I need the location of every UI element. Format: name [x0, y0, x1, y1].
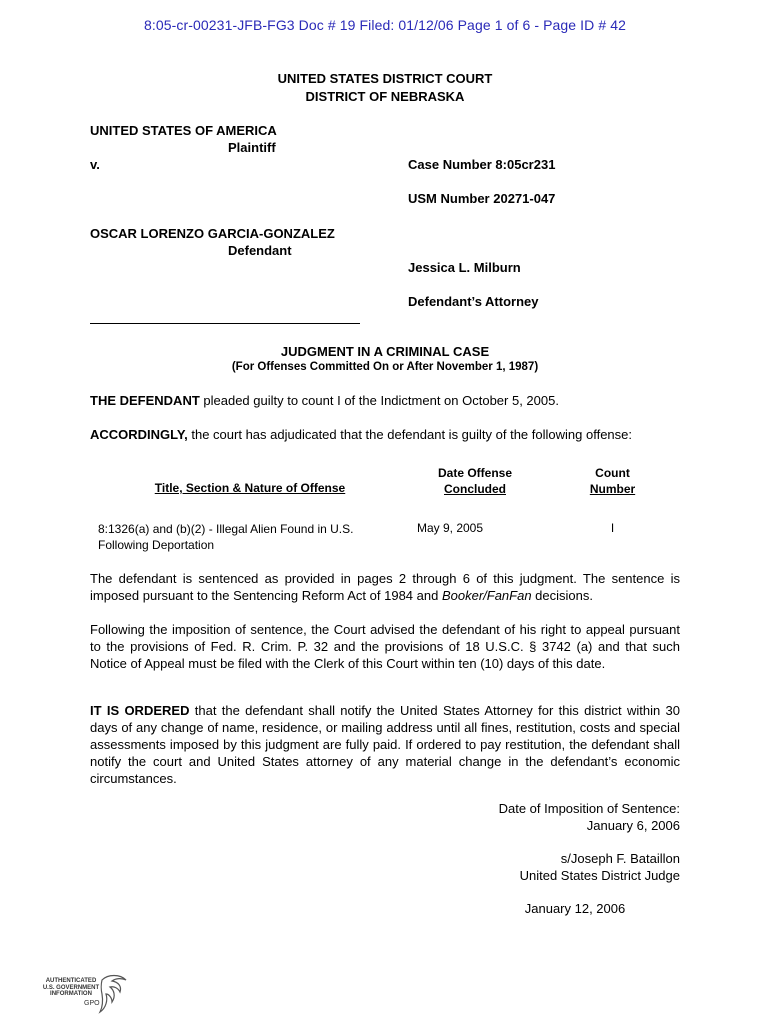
defendant-name: OSCAR LORENZO GARCIA-GONZALEZ: [90, 226, 335, 241]
gpo-seal-line3: INFORMATION: [50, 991, 92, 997]
judgment-title: JUDGMENT IN A CRIMINAL CASE: [280, 344, 490, 359]
plaintiff-name: UNITED STATES OF AMERICA: [90, 123, 277, 138]
offense-line2: Following Deportation: [98, 538, 215, 552]
judge-signature: s/Joseph F. Bataillon: [560, 851, 680, 866]
sentence-paragraph: [90, 570, 680, 604]
defendant-text: pleaded guilty to count I of the Indictment on October 5, 2005.: [199, 393, 559, 408]
gpo-authentication-seal: [40, 970, 130, 1016]
offense-col-date: [410, 465, 540, 497]
sentence-italic: Booker/FanFan: [441, 588, 532, 603]
offense-col-count-line1: Count: [595, 466, 630, 480]
offense-col-title: Title, Section & Nature of Offense: [154, 481, 346, 495]
case-number: Case Number 8:05cr231: [408, 157, 556, 172]
offense-col-date-line1: Date Offense: [437, 466, 513, 480]
defendant-role: Defendant: [228, 243, 292, 258]
sentence-text1: The defendant is sentenced as provided in pages 2 through 6 of this judgment. The sentence is imposed pursuant to the Sentencing Reform Act of 1984 and: [90, 571, 680, 603]
document-header-stamp: 8:05-cr-00231-JFB-FG3 Doc # 19 Filed: 01/12/06 Page 1 of 6 - Page ID # 42: [143, 17, 626, 33]
offense-line1: 8:1326(a) and (b)(2) - Illegal Alien Found in U.S.: [98, 522, 354, 536]
sentence-text2: decisions.: [531, 588, 593, 603]
offense-col-count: [575, 465, 650, 497]
accordingly-text: the court has adjudicated that the defendant is guilty of the following offense:: [187, 427, 632, 442]
imposition-date: January 6, 2006: [586, 818, 680, 833]
offense-col-count-line2: Number: [589, 482, 636, 496]
accordingly-paragraph: [90, 426, 680, 443]
eagle-icon: [98, 972, 130, 1016]
imposition-label: Date of Imposition of Sentence:: [498, 801, 680, 816]
ordered-text: that the defendant shall notify the United States Attorney for this district within 30 days of any change of name, residence, or mailing address until all fines, restitution, costs and special assessments imposed by this judgment are fully paid. If ordered to pay restitution, the defendant shall notify the court and United States attorney of any material change in the defendant’s economic circumstances.: [90, 703, 680, 786]
plaintiff-role: Plaintiff: [228, 140, 276, 155]
defendant-lead: THE DEFENDANT: [90, 393, 200, 408]
usm-number: USM Number 20271-047: [408, 191, 556, 206]
caption-divider: [90, 323, 360, 324]
offense-row-date: May 9, 2005: [416, 521, 484, 535]
gpo-seal-line1: AUTHENTICATED: [45, 978, 97, 984]
judgment-subtitle: (For Offenses Committed On or After November 1, 1987): [231, 361, 539, 373]
attorney-name: Jessica L. Milburn: [408, 260, 521, 275]
ordered-lead: IT IS ORDERED: [90, 703, 190, 718]
ordered-paragraph: [90, 702, 680, 787]
gpo-seal-line2: U.S. GOVERNMENT: [42, 984, 100, 991]
appeal-paragraph: Following the imposition of sentence, the Court advised the defendant of his right to appeal pursuant to the provisions of Fed. R. Crim. P. 32 and the provisions of 18 U.S.C. § 3742 (a) and that such Notice of Appeal must be filed with the Clerk of this Court within ten (10) days of this date.: [90, 622, 680, 671]
signature-date: January 12, 2006: [524, 901, 626, 916]
judge-title: United States District Judge: [519, 868, 680, 883]
court-district: DISTRICT OF NEBRASKA: [305, 89, 465, 104]
accordingly-lead: ACCORDINGLY,: [90, 427, 188, 442]
offense-row-description: [98, 521, 388, 553]
gpo-seal-text: [40, 978, 102, 998]
court-name: UNITED STATES DISTRICT COURT: [277, 71, 493, 86]
offense-col-date-line2: Concluded: [444, 482, 506, 496]
defendant-paragraph: [90, 392, 680, 409]
offense-row-count: I: [610, 521, 615, 535]
versus-label: v.: [90, 157, 100, 172]
gpo-mark: GPO: [84, 1000, 100, 1007]
attorney-role: Defendant’s Attorney: [408, 294, 539, 309]
